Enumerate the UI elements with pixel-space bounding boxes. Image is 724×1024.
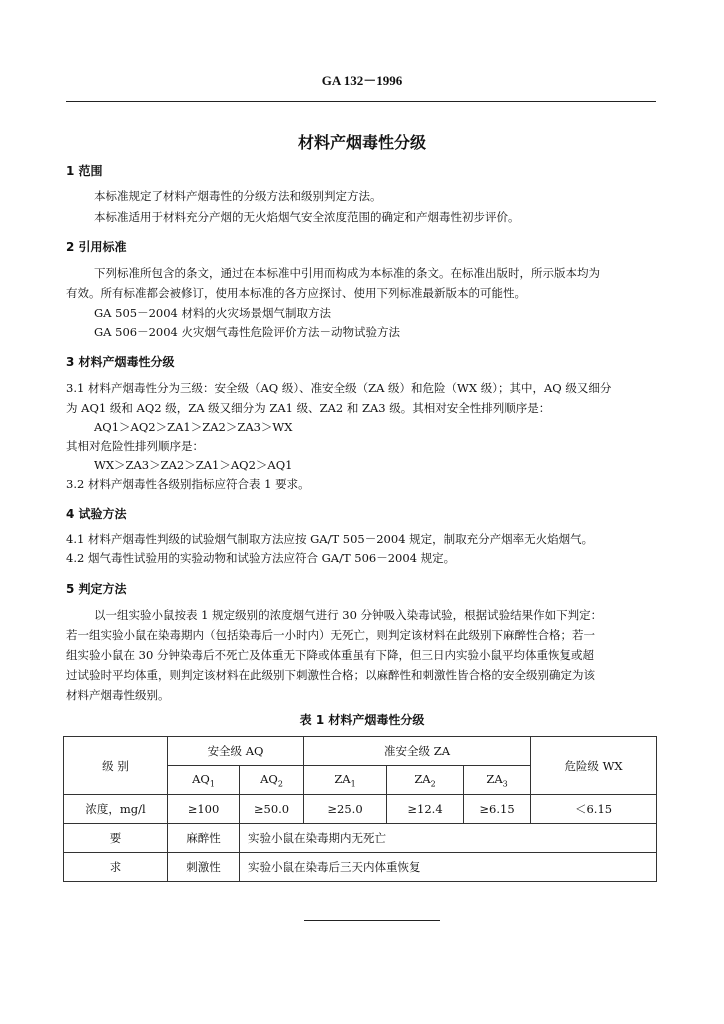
table-caption: 表 1 材料产烟毒性分级 <box>299 713 425 727</box>
aq2-header: $AQ_2$ <box>240 766 304 795</box>
danger-order: WX＞ZA3＞ZA2＞ZA1＞AQ2＞AQ1 <box>94 458 293 472</box>
section-5-heading: 5 判定方法 <box>66 582 127 596</box>
concentration-label: 浓度，mg/l <box>64 795 168 824</box>
section-2-heading: 2 引用标准 <box>66 240 127 254</box>
section-5-line-5: 材料产烟毒性级别。 <box>66 688 170 702</box>
section-5-line-4: 过试验时平均体重，则判定该材料在此级别下刺激性合格；以麻醉性和刺激性皆合格的安全级别确定为该 <box>66 668 595 682</box>
section-3-2: 3.2 材料产烟毒性各级别指标应符合表 1 要求。 <box>66 477 310 491</box>
requirement-label-2: 求 <box>64 853 168 882</box>
anesthetic-requirement: 实验小鼠在染毒期内无死亡 <box>240 824 657 853</box>
conc-aq1: ≥100 <box>168 795 240 824</box>
section-4-1: 4.1 材料产烟毒性判级的试验烟气制取方法应按 GA/T 505－2004 规定，制取充分产烟率无火焰烟气。 <box>66 532 594 546</box>
section-5-line-2: 若一组实验小鼠在染毒期内（包括染毒后一小时内）无死亡，则判定该材料在此级别下麻醉性合格；若一 <box>66 628 595 642</box>
section-1-paragraph-1: 本标准规定了材料产烟毒性的分级方法和级别判定方法。 <box>94 189 382 203</box>
section-3-1-line-1: 3.1 材料产烟毒性分为三级：安全级（AQ 级）、准安全级（ZA 级）和危险（WX 级）；其中，AQ 级又细分 <box>66 381 612 395</box>
section-2-paragraph-line-2: 有效。所有标准都会被修订，使用本标准的各方应探讨、使用下列标准最新版本的可能性。 <box>66 286 526 300</box>
section-5-line-3: 组实验小鼠在 30 分钟染毒后不死亡及体重无下降或体重虽有下降，但三日内实验小鼠平均体重恢复或超 <box>66 648 594 662</box>
safety-order: AQ1＞AQ2＞ZA1＞ZA2＞ZA3＞WX <box>94 420 293 434</box>
section-1-paragraph-2: 本标准适用于材料充分产烟的无火焰烟气安全浓度范围的确定和产烟毒性初步评价。 <box>94 210 520 224</box>
footer-rule <box>304 920 440 921</box>
section-3-1-line-2: 为 AQ1 级和 AQ2 级，ZA 级又细分为 ZA1 级、ZA2 和 ZA3 级。其相对安全性排列顺序是： <box>66 401 551 415</box>
wx-header: 危险级 WX <box>531 737 657 795</box>
toxicity-grade-table <box>63 736 657 882</box>
reference-ga506: GA 506－2004 火灾烟气毒性危险评价方法－动物试验方法 <box>94 325 401 339</box>
section-2-paragraph-line-1: 下列标准所包含的条文，通过在本标准中引用而构成为本标准的条文。在标准出版时，所示版本均为 <box>94 266 600 280</box>
grade-header: 级 别 <box>64 737 168 795</box>
section-4-2: 4.2 烟气毒性试验用的实验动物和试验方法应符合 GA/T 506－2004 规定。 <box>66 551 456 565</box>
conc-aq2: ≥50.0 <box>240 795 304 824</box>
conc-za3: ≥6.15 <box>464 795 531 824</box>
za2-header: $ZA_2$ <box>387 766 464 795</box>
irritant-label: 刺激性 <box>168 853 240 882</box>
za3-header: $ZA_3$ <box>464 766 531 795</box>
header-rule <box>66 101 656 102</box>
conc-za1: ≥25.0 <box>304 795 387 824</box>
requirement-label-1: 要 <box>64 824 168 853</box>
section-1-heading: 1 范围 <box>66 164 103 178</box>
section-4-heading: 4 试验方法 <box>66 507 127 521</box>
section-5-line-1: 以一组实验小鼠按表 1 规定级别的浓度烟气进行 30 分钟吸入染毒试验，根据试验结果作如下判定： <box>94 608 603 622</box>
conc-wx: ＜6.15 <box>531 795 657 824</box>
section-3-heading: 3 材料产烟毒性分级 <box>66 355 175 369</box>
aq1-header: $AQ_1$ <box>168 766 240 795</box>
za-group-header: 准安全级 ZA <box>304 737 531 766</box>
page-title: 材料产烟毒性分级 <box>297 133 426 152</box>
anesthetic-label: 麻醉性 <box>168 824 240 853</box>
za1-header: $ZA_1$ <box>304 766 387 795</box>
section-3-1-line-3: 其相对危险性排列顺序是： <box>66 439 204 453</box>
aq-group-header: 安全级 AQ <box>168 737 304 766</box>
reference-ga505: GA 505－2004 材料的火灾场景烟气制取方法 <box>94 306 332 320</box>
irritant-requirement: 实验小鼠在染毒后三天内体重恢复 <box>240 853 657 882</box>
standard-code: GA 132－1996 <box>321 73 403 88</box>
conc-za2: ≥12.4 <box>387 795 464 824</box>
